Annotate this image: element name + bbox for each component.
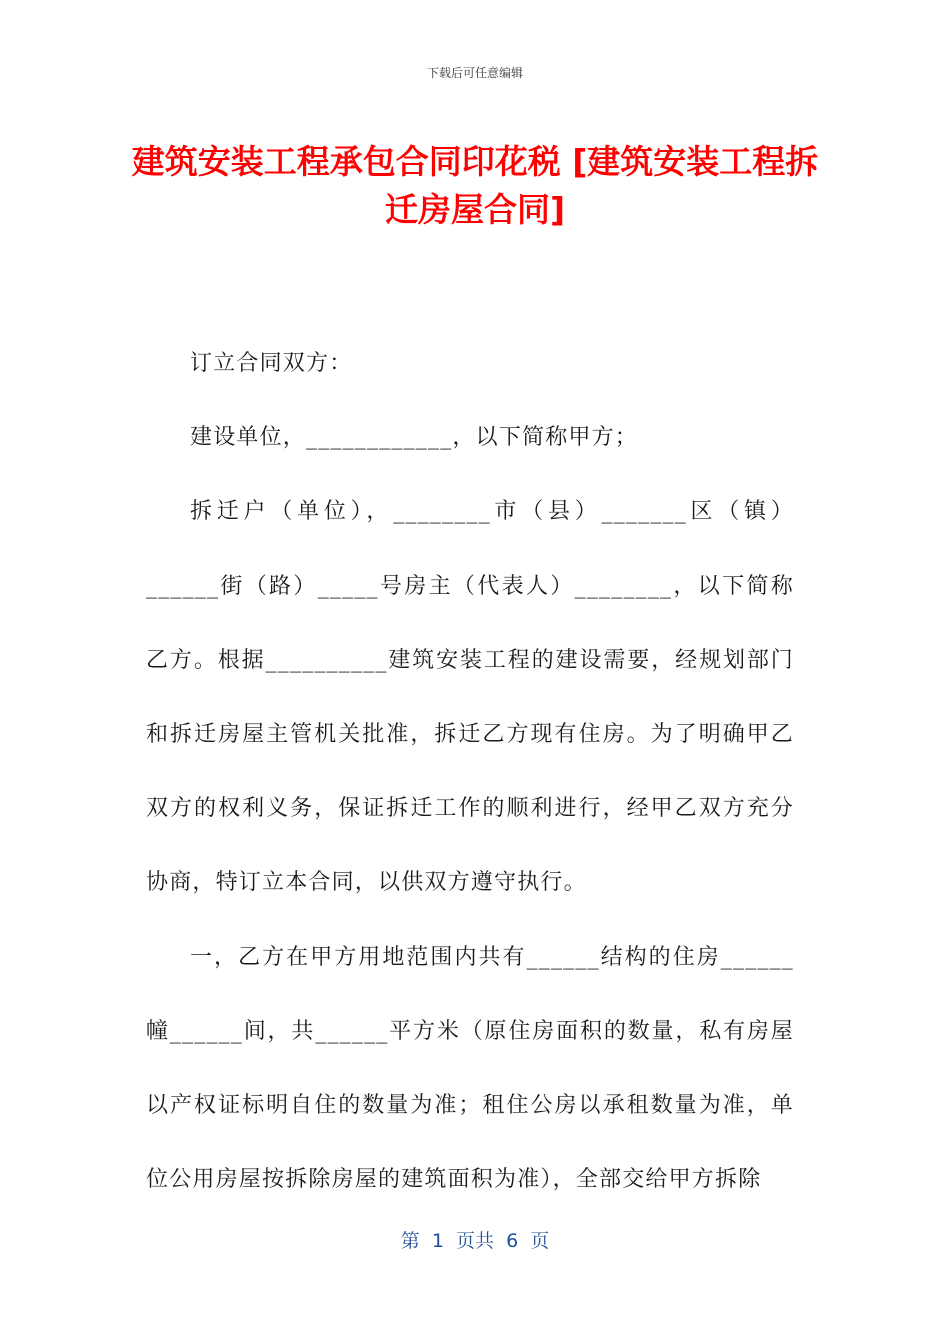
document-body	[146, 327, 794, 1217]
page-number: 第 1 页共 6 页	[400, 1230, 550, 1252]
paragraph-clause-1: 一，乙方在甲方用地范围内共有______结构的住房______幢______间，共______平方米（原住房面积的数量，私有房屋以产权证标明自住的数量为准；租住公房以承租数量为准，单位公用房屋按拆除房屋的建筑面积为准），全部交给甲方拆除	[146, 944, 794, 1193]
paragraph-party-a: 建设单位，____________，以下简称甲方；	[190, 425, 639, 451]
paragraph-parties: 订立合同双方：	[190, 351, 353, 376]
header-note: 下载后可任意编辑	[426, 66, 523, 80]
paragraph-party-b: 拆迁户（单位），________市（县）_______区（镇）______街（路）_____号房主（代表人）________，以下简称乙方。根据__________建筑安装工程的建设需要，经规划部门和拆迁房屋主管机关批准，拆迁乙方现有住房。为了明确甲乙双方的权利义务，保证拆迁工作的顺利进行，经甲乙双方充分协商，特订立本合同，以供双方遵守执行。	[146, 499, 794, 896]
document-title: 建筑安装工程承包合同印花税 [建筑安装工程拆迁房屋合同]	[131, 142, 819, 229]
